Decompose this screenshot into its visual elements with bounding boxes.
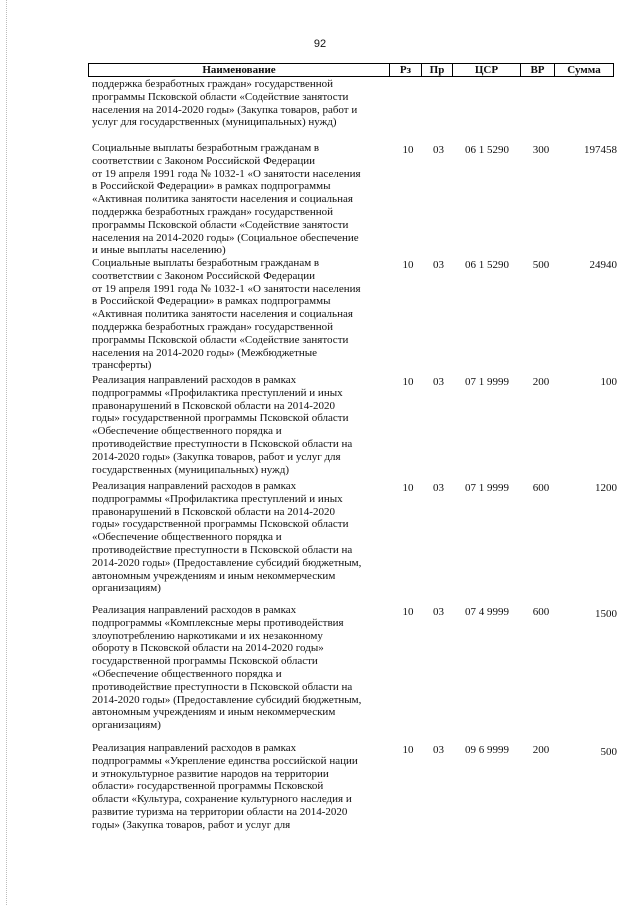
- header-pr: Пр: [422, 64, 453, 76]
- row-rz: 10: [402, 376, 414, 388]
- row-csr: 07 1 9999: [465, 376, 509, 388]
- row-pr: 03: [433, 482, 444, 494]
- row-vr: 500: [532, 259, 550, 271]
- row-vr: 200: [532, 376, 550, 388]
- page-edge-rule: [6, 0, 7, 905]
- row-vr: 200: [532, 744, 550, 756]
- header-csr: ЦСР: [453, 64, 521, 76]
- table-row: [92, 742, 622, 842]
- row-pr: 03: [433, 376, 444, 388]
- row-vr: 600: [532, 606, 550, 618]
- row-csr: 07 1 9999: [465, 482, 509, 494]
- header-sum: Сумма: [567, 64, 601, 76]
- row-sum: 24940: [589, 259, 617, 271]
- row-sum: 197458: [584, 144, 617, 156]
- row-pr: 03: [433, 606, 444, 618]
- table-header: [88, 63, 614, 77]
- row-name: поддержка безработных граждан» государственной программы Псковской области «Содействие занятости населения на 2014-2020 годы» (Закупка товаров, работ и услуг для государственных (муниципальных) нужд): [92, 78, 358, 129]
- row-pr: 03: [433, 744, 444, 756]
- row-csr: 09 6 9999: [465, 744, 509, 756]
- row-name: Реализация направлений расходов в рамках подпрограммы «Профилактика преступлений и иных правонарушений в Псковской области на 2014-2020 годы» государственной программы Псковской области «Обеспечение общественного порядка и противодействие преступности в Псковской области на 2014-2020 годы» (Закупка товаров, работ и услуг для государственных (муниципальных) нужд): [92, 374, 353, 476]
- row-csr: 06 1 5290: [465, 259, 509, 271]
- row-name: Социальные выплаты безработным гражданам в соответствии с Законом Российской Федерации от 19 апреля 1991 года № 1032-1 «О занятости населения в Российской Федерации» в рамках подпрограммы «Активная политика занятости населения и социальная поддержка безработных граждан» государственной программы Псковской области «Содействие занятости населения на 2014-2020 годы» (Межбюджетные трансферты): [92, 257, 361, 372]
- row-pr: 03: [433, 144, 444, 156]
- header-rz: Рз: [390, 64, 422, 76]
- header-name: Наименование: [89, 64, 390, 76]
- row-csr: 07 4 9999: [465, 606, 509, 618]
- row-rz: 10: [402, 606, 414, 618]
- row-name: Реализация направлений расходов в рамках подпрограммы «Комплексные меры противодействия злоупотреблению наркотиками и их незаконному обороту в Псковской области на 2014-2020 годы» государственной программы Псковской области «Обеспечение общественного порядка и противодействие преступности в Псковской области на 2014-2020 годы» (Предоставление субсидий бюджетным, автономным учреждениям и иным некоммерческим организациям): [92, 604, 362, 732]
- row-rz: 10: [402, 482, 414, 494]
- row-name: Реализация направлений расходов в рамках подпрограммы «Профилактика преступлений и иных правонарушений в Псковской области на 2014-2020 годы» государственной программы Псковской области «Обеспечение общественного порядка и противодействие преступности в Псковской области на 2014-2020 годы» (Предоставление субсидий бюджетным, автономным учреждениям и иным некоммерческим организациям): [92, 480, 362, 595]
- row-name: Реализация направлений расходов в рамках подпрограммы «Укрепление единства российской нации и этнокультурное развитие народов на территории области» государственной программы Псковской области «Культура, сохранение культурного наследия и развитие туризма на территории области на 2014-2020 годы» (Закупка товаров, работ и услуг для: [92, 742, 358, 831]
- row-rz: 10: [402, 744, 414, 756]
- table-body: [92, 78, 622, 842]
- table-row: [92, 604, 622, 742]
- row-name: Социальные выплаты безработным гражданам в соответствии с Законом Российской Федерации от 19 апреля 1991 года № 1032-1 «О занятости населения в Российской Федерации» в рамках подпрограммы «Активная политика занятости населения и социальная поддержка безработных граждан» государственной программы Псковской области «Содействие занятости населения на 2014-2020 годы» (Социальное обеспечение и иные выплаты населению): [92, 142, 361, 257]
- row-sum: 100: [600, 376, 617, 388]
- row-rz: 10: [402, 144, 414, 156]
- row-pr: 03: [433, 259, 444, 271]
- table-row: [92, 374, 622, 480]
- row-sum: 1200: [595, 482, 617, 494]
- table-row: [92, 257, 622, 374]
- table-row: [92, 480, 622, 604]
- page-number: 92: [313, 38, 327, 50]
- table-row: [92, 142, 622, 257]
- row-vr: 600: [532, 482, 550, 494]
- row-vr: 300: [532, 144, 550, 156]
- row-csr: 06 1 5290: [465, 144, 509, 156]
- row-rz: 10: [402, 259, 414, 271]
- row-sum: 1500: [595, 608, 617, 620]
- header-vr: ВР: [521, 64, 555, 76]
- table-row: [92, 78, 622, 142]
- row-sum: 500: [600, 746, 617, 758]
